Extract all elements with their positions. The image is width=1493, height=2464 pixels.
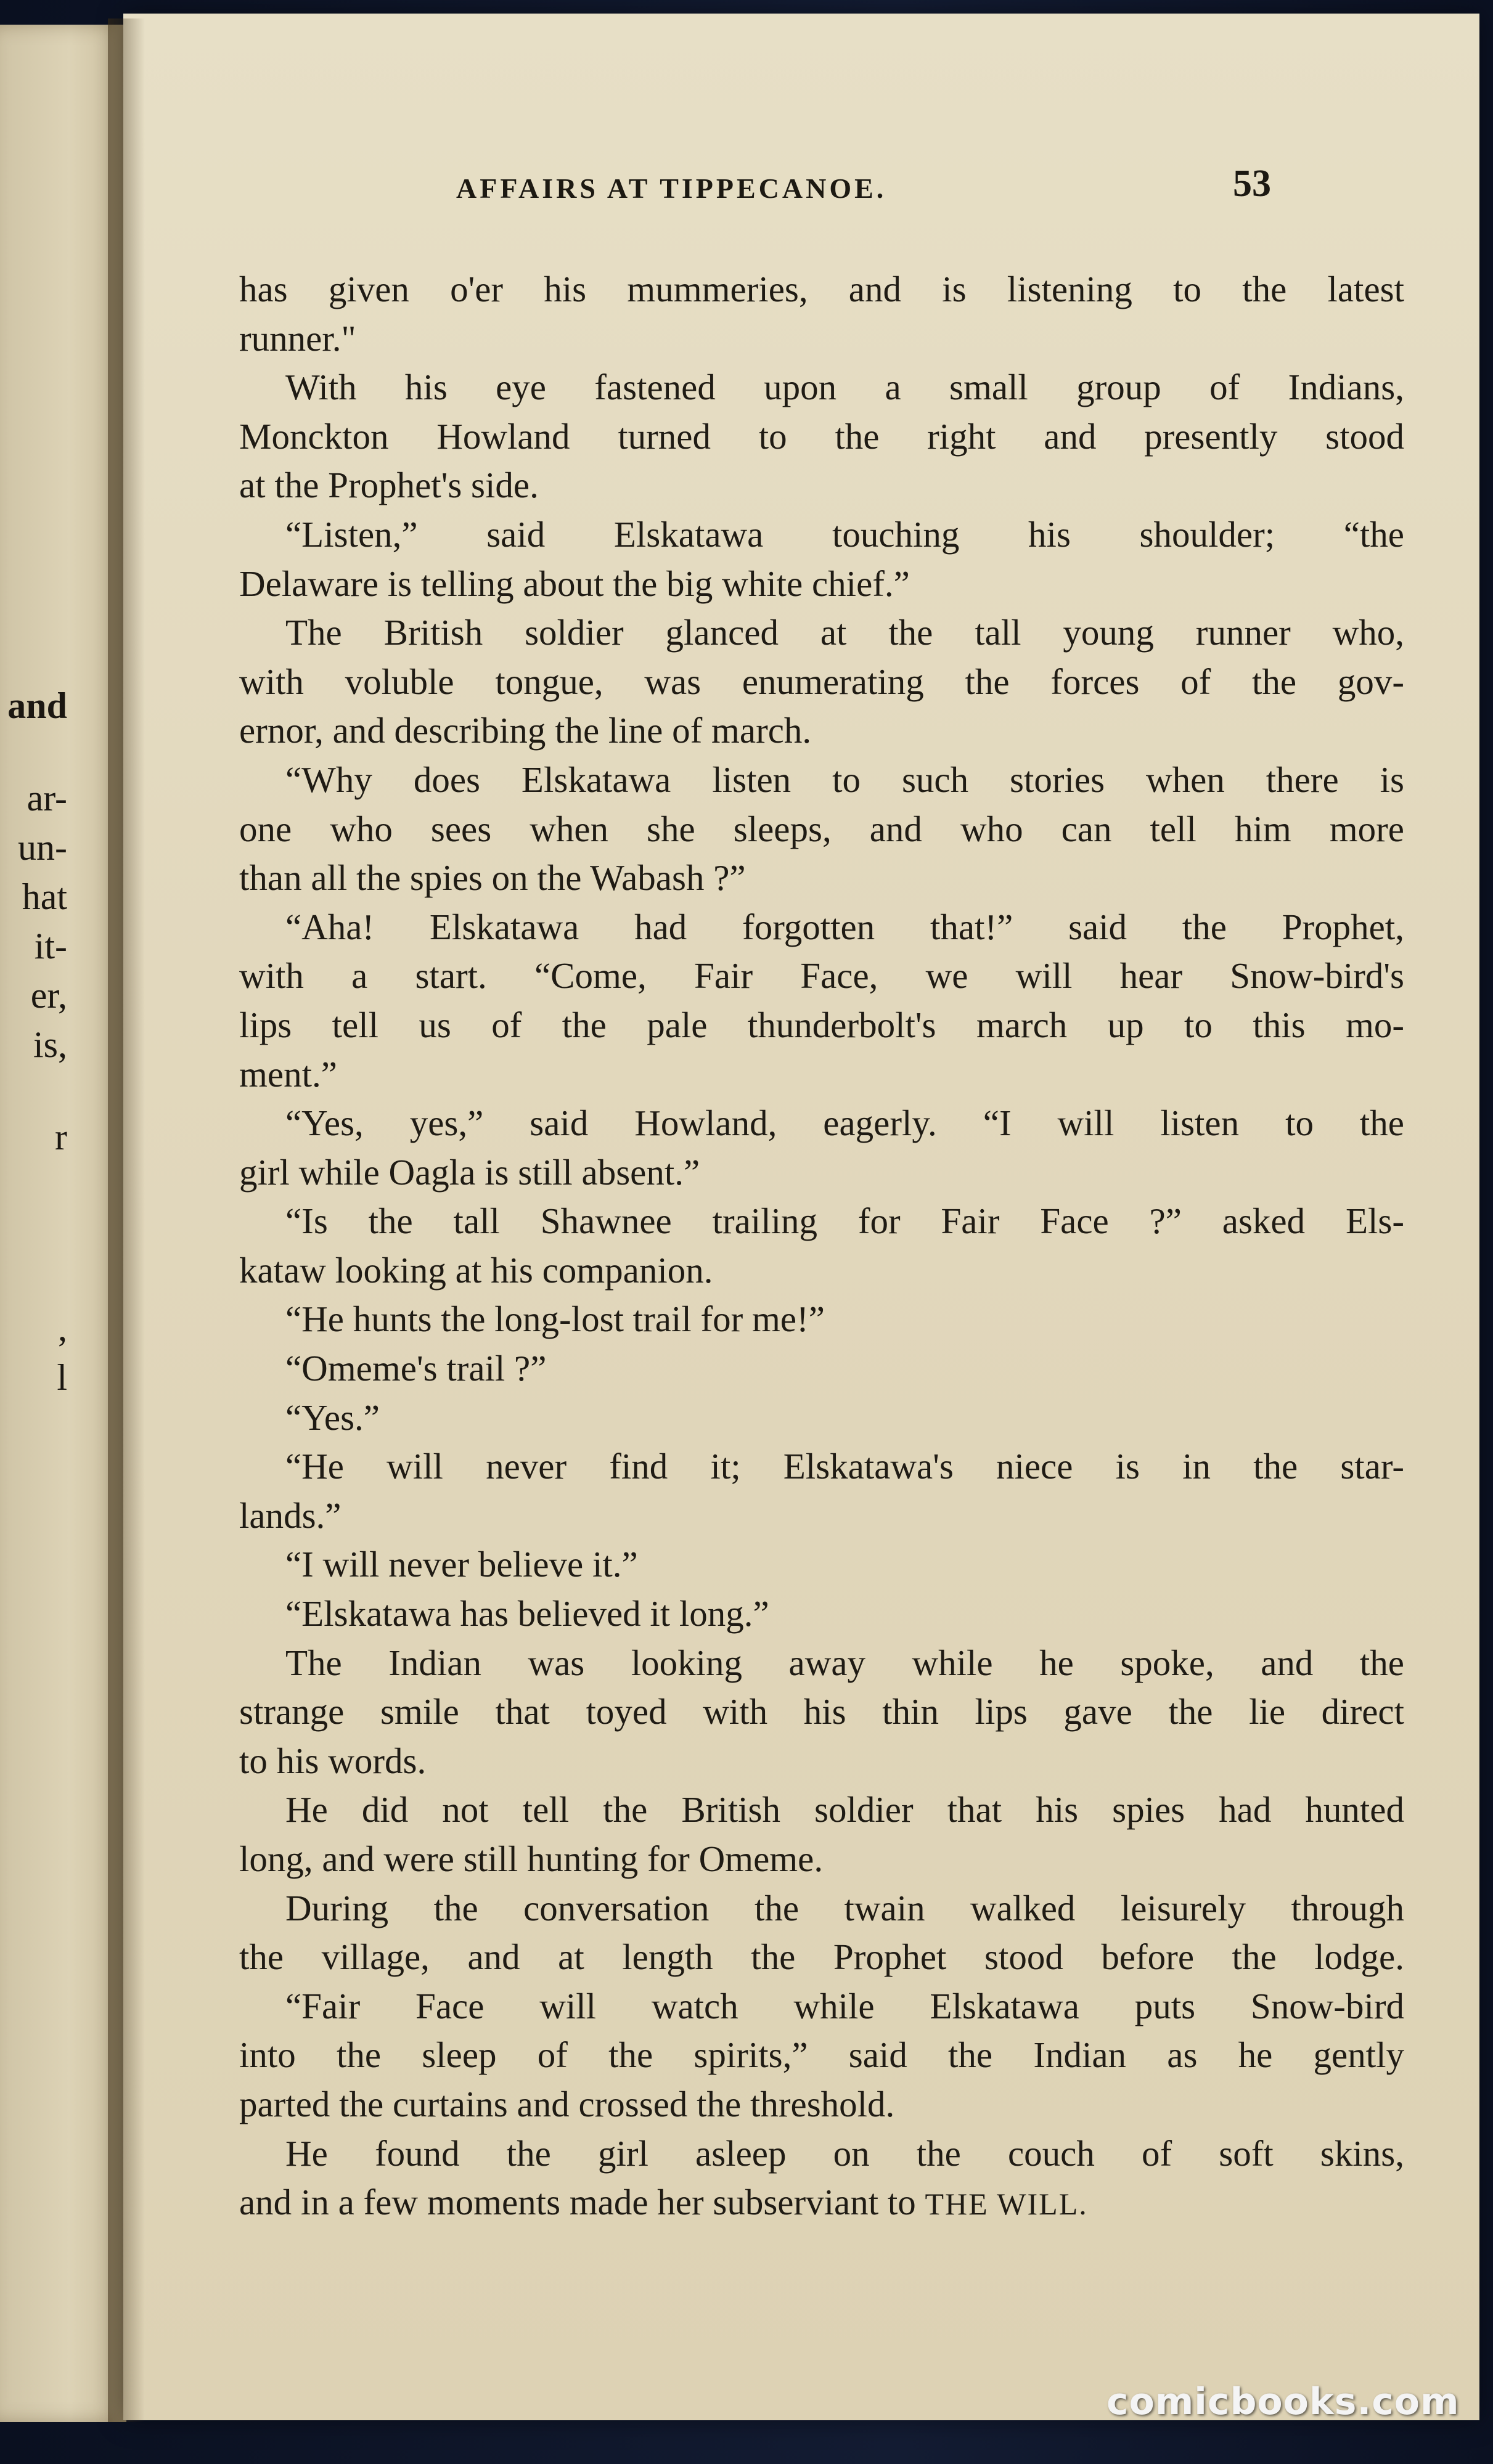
body-text [239, 265, 1404, 2227]
text-line: one who sees when she sleeps, and who can tell him more [239, 808, 1404, 849]
text-line: to his words. [239, 1740, 427, 1781]
last-line-text: and in a few moments made her subserviant to [239, 2182, 925, 2223]
text-line: The Indian was looking away while he spoke, and the [285, 1642, 1404, 1683]
text-line: “Fair Face will watch while Elskatawa puts Snow-bird [285, 1985, 1404, 2026]
text-line-last [239, 2178, 1404, 2227]
text-line: “He will never find it; Elskatawa's niece is in the star- [285, 1446, 1404, 1487]
watermark: comicbooks.com [1106, 2380, 1460, 2423]
fragment-text: ar- [27, 778, 67, 818]
text-line: the village, and at length the Prophet stood before the lodge. [239, 1936, 1404, 1978]
last-line-small-caps: THE WILL. [925, 2187, 1088, 2222]
fragment-text: is, [33, 1024, 67, 1065]
text-line: During the conversation the twain walked leisurely through [285, 1887, 1404, 1928]
text-line: has given o'er his mummeries, and is listening to the latest [239, 269, 1404, 309]
text-line: “Aha! Elskatawa had forgotten that!” said the Prophet, [285, 906, 1404, 947]
text-line: strange smile that toyed with his thin lips gave the lie direct [239, 1691, 1404, 1732]
text-line: “Listen,” said Elskatawa touching his shoulder; “the [285, 513, 1404, 555]
text-line: “Yes.” [285, 1397, 380, 1438]
text-line: runner." [239, 317, 356, 359]
text-line: With his eye fastened upon a small group of Indians, [285, 367, 1404, 408]
fragment-text: and [7, 685, 67, 726]
fragment-text: er, [30, 975, 67, 1016]
text-line: The British soldier glanced at the tall young runner who, [285, 612, 1404, 653]
text-line: ment.” [239, 1053, 337, 1095]
text-line: “Why does Elskatawa listen to such stories when there is [285, 759, 1404, 800]
book-page [123, 14, 1479, 2420]
text-line: lips tell us of the pale thunderbolt's march up to this mo- [239, 1004, 1404, 1045]
text-line: Delaware is telling about the big white chief.” [239, 563, 910, 604]
page-header [123, 158, 1479, 214]
fragment-text: it- [34, 926, 67, 966]
fragment-text: r [55, 1117, 67, 1157]
text-line: “I will never believe it.” [285, 1544, 638, 1585]
text-line: with voluble tongue, was enumerating the forces of the gov- [239, 661, 1404, 702]
text-line: than all the spies on the Wabash ?” [239, 857, 746, 899]
text-line: at the Prophet's side. [239, 465, 539, 506]
text-line: “Yes, yes,” said Howland, eagerly. “I will listen to the [285, 1103, 1404, 1144]
text-line: with a start. “Come, Fair Face, we will hear Snow-bird's [239, 955, 1404, 997]
text-line: He did not tell the British soldier that his spies had hunted [285, 1789, 1404, 1830]
text-line: “Omeme's trail ?” [285, 1348, 547, 1389]
text-line: “He hunts the long-lost trail for me!” [285, 1299, 825, 1340]
text-line: ernor, and describing the line of march. [239, 710, 812, 751]
fragment-text: un- [18, 827, 67, 868]
text-line: into the sleep of the spirits,” said the Indian as he gently [239, 2034, 1404, 2076]
text-line: “Is the tall Shawnee trailing for Fair Face ?” asked Els- [285, 1201, 1404, 1242]
running-head: AFFAIRS AT TIPPECANOE. [456, 173, 887, 204]
fragment-text: , [58, 1308, 67, 1348]
text-line: “Elskatawa has believed it long.” [285, 1593, 769, 1634]
page-number: 53 [1233, 163, 1271, 205]
text-line: Monckton Howland turned to the right and presently stood [239, 415, 1404, 457]
text-line: girl while Oagla is still absent.” [239, 1151, 700, 1193]
text-line: parted the curtains and crossed the threshold. [239, 2083, 895, 2124]
page-gutter-shadow [108, 18, 145, 2422]
text-line: lands.” [239, 1495, 342, 1536]
fragment-text: l [57, 1357, 67, 1398]
text-line: long, and were still hunting for Omeme. [239, 1838, 824, 1879]
text-line: He found the girl asleep on the couch of soft skins, [285, 2132, 1404, 2174]
fragment-text: hat [22, 876, 67, 917]
text-line: kataw looking at his companion. [239, 1249, 713, 1291]
